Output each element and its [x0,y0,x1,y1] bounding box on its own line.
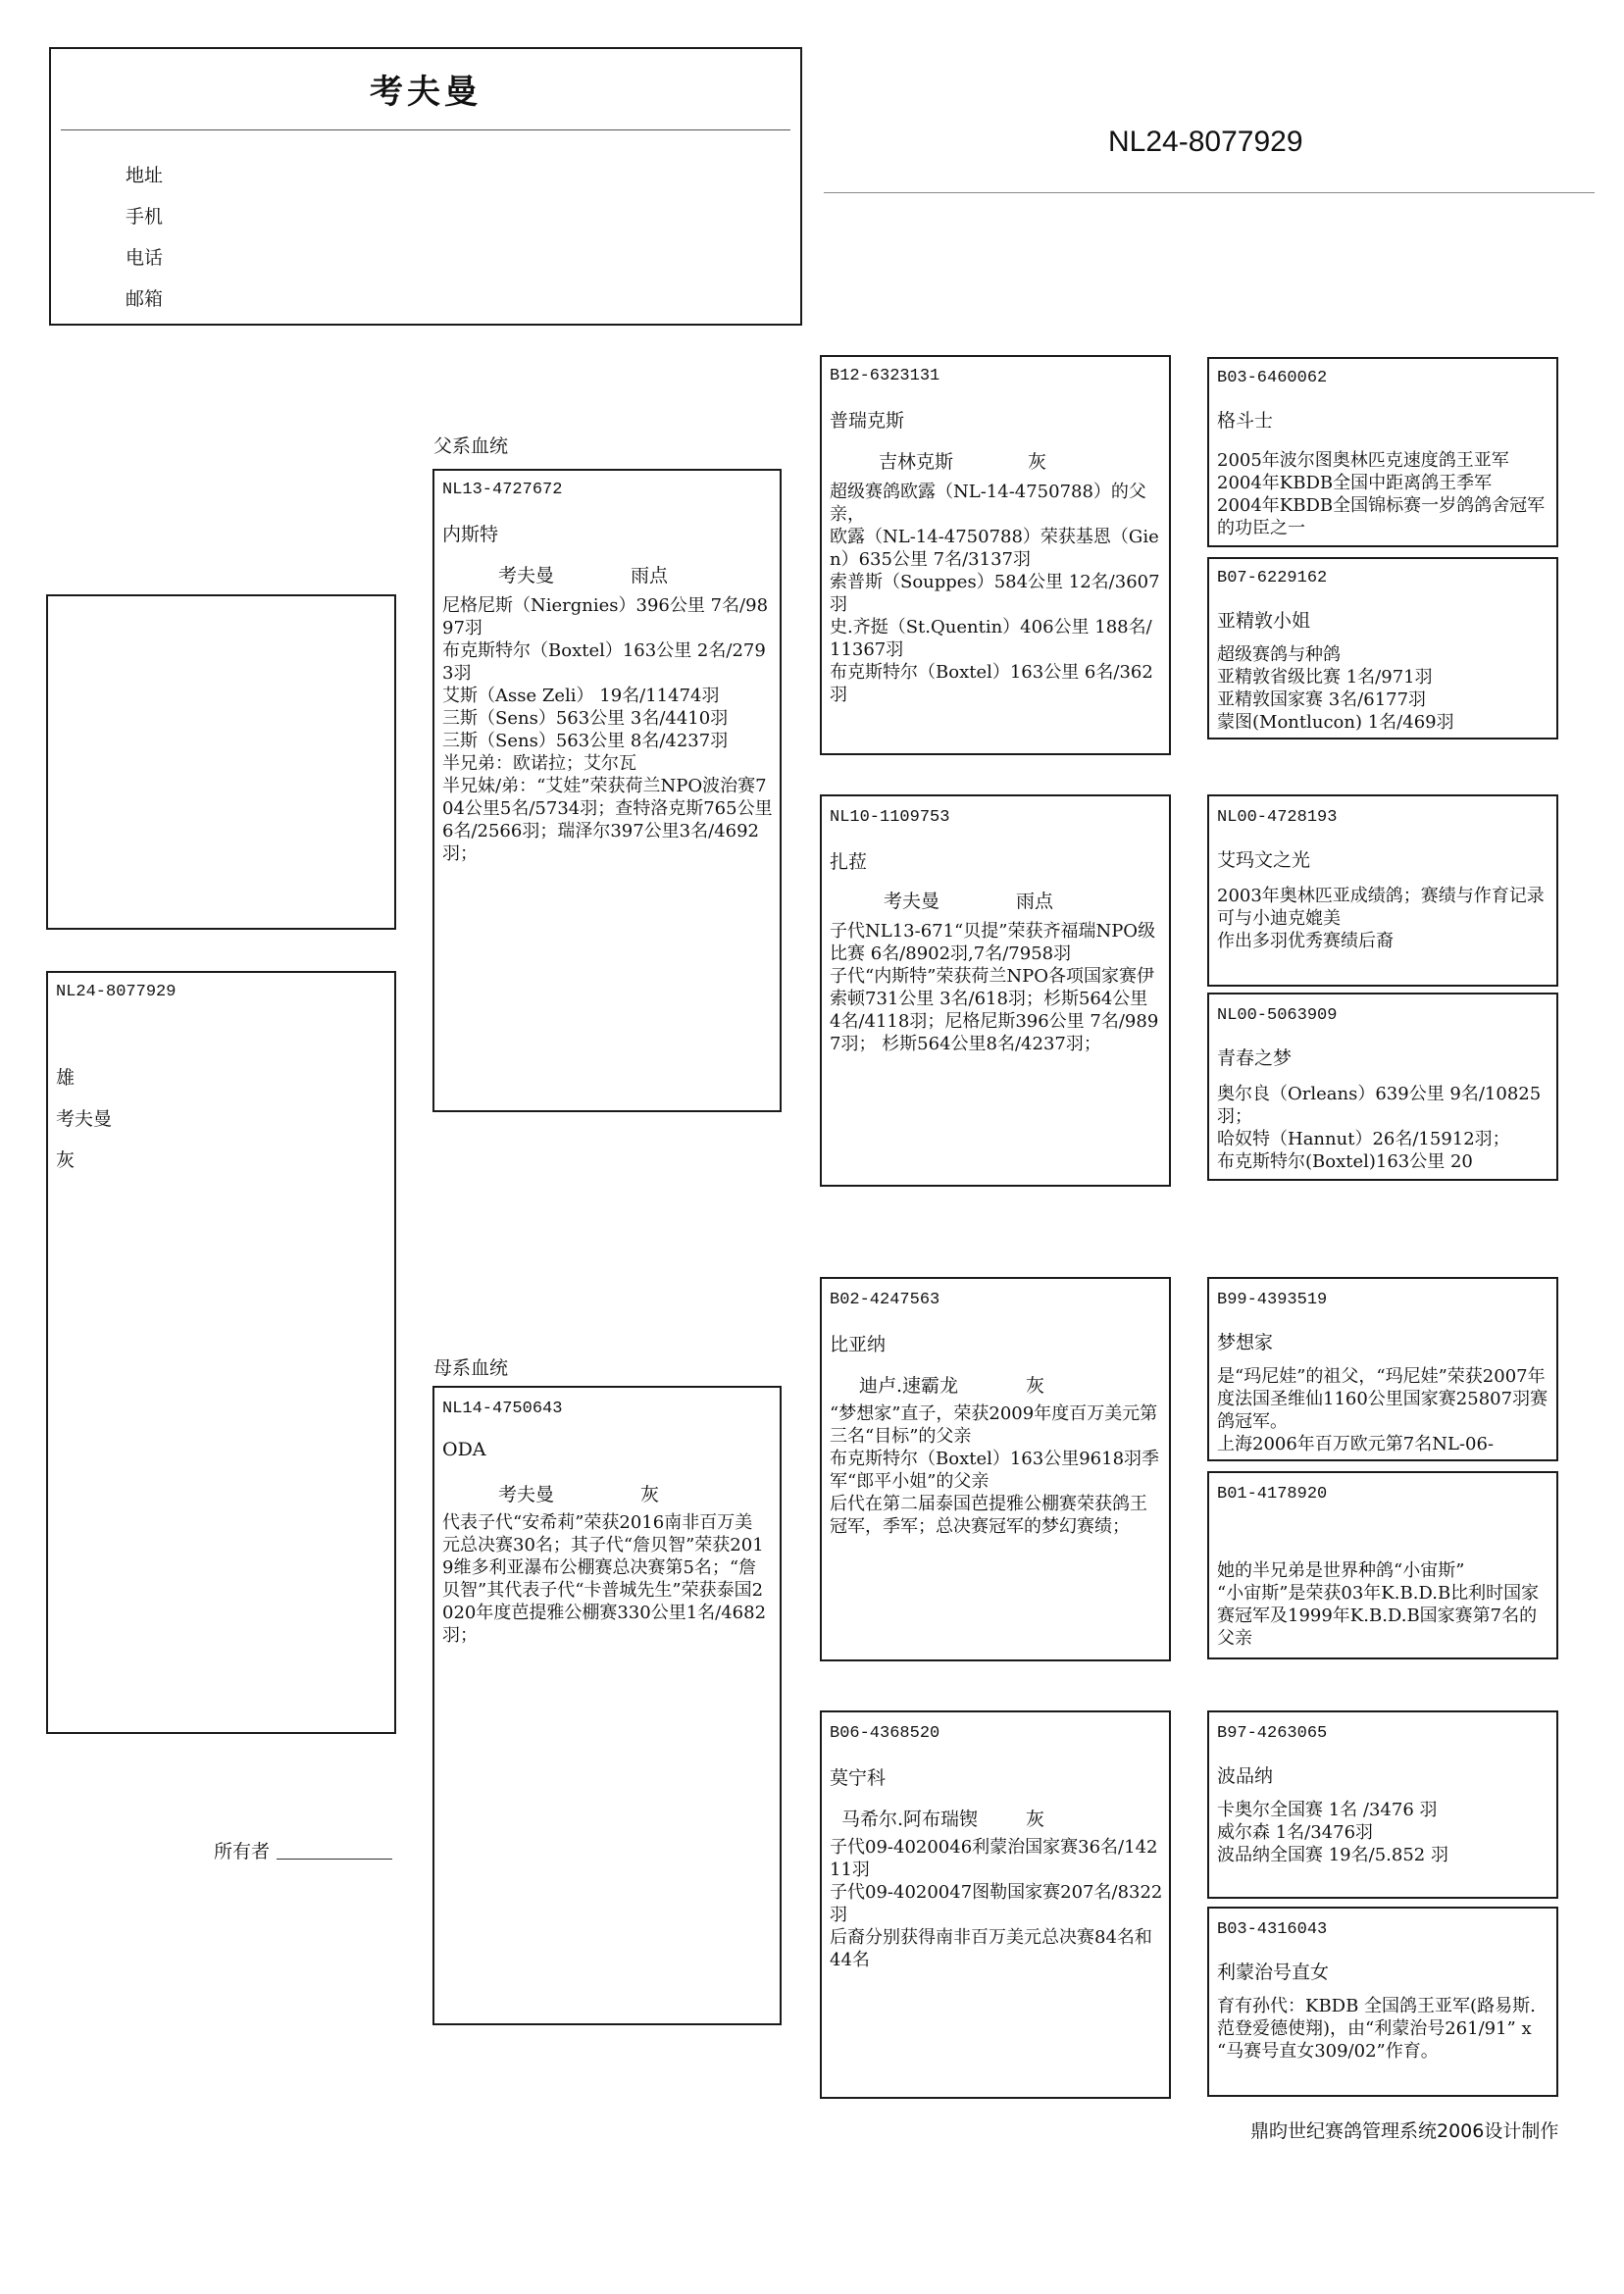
dss-line: 上海2006年百万欧元第7名NL-06- [1217,1434,1495,1454]
sd-box [820,794,1171,1187]
owner-divider [61,129,790,130]
sire-line: 半兄弟：欧诺拉；艾尔瓦 [442,753,636,774]
photo-box [46,594,396,930]
dss-description [1217,1365,1550,1455]
owner-name: 考夫曼 [370,73,482,112]
sire-line: 布克斯特尔（Boxtel）163公里 2名/2793羽 [442,640,766,684]
dss-line: 是“玛尼娃”的祖父，“玛尼娃”荣获2007年度法国圣维仙1160公里国家赛25807羽赛鸽冠军。 [1217,1366,1548,1432]
sd-line: 子代“内斯特”荣获荷兰NPO各项国家赛伊索顿731公里 3名/618羽；杉斯564公里 4名/4118羽；尼格尼斯396公里 7名/9897羽； 杉斯564公里8名/4237羽； [830,966,1159,1054]
dd-line: 后裔分别获得南非百万美元总决赛84名和44名 [830,1927,1152,1970]
ssd-line: 亚精敦省级比赛 1名/971羽 [1217,667,1433,688]
sdd-box [1207,993,1558,1181]
subject-box [46,971,396,1734]
ddd-name: 利蒙治号直女 [1217,1962,1330,1983]
ssd-ring: B07-6229162 [1217,569,1328,587]
subject-color: 灰 [56,1149,76,1171]
sire-breeder: 考夫曼 [498,565,555,586]
sds-name: 艾玛文之光 [1217,849,1311,871]
sds-box [1207,794,1558,987]
dam-description [442,1511,770,1647]
sss-line: 2004年KBDB全国中距离鸽王季军 [1217,473,1493,493]
sire-line: 半兄妹/弟：“艾娃”荣获荷兰NPO波治赛704公里5名/5734羽；查特洛克斯765公里6名/2566羽；瑞泽尔397公里3名/4692羽； [442,776,773,864]
ssd-line: 蒙图(Montlucon) 1名/469羽 [1217,712,1454,733]
dds-box [1207,1710,1558,1899]
ds-color: 灰 [1026,1375,1045,1397]
sss-line: 2004年KBDB全国锦标赛一岁鸽鸽舍冠军的功臣之一 [1217,495,1546,538]
ddd-line: 育有孙代：KBDB 全国鸽王亚军(路易斯.范登爱德使翔)，由“利蒙治号261/91” x “马赛号直女309/02”作育。 [1217,1996,1536,2062]
sire-ring: NL13-4727672 [442,481,563,499]
sd-breeder: 考夫曼 [884,891,940,912]
dd-line: 子代09-4020046利蒙治国家赛36名/14211羽 [830,1837,1158,1880]
sdd-description [1217,1083,1550,1173]
ds-line: 布克斯特尔（Boxtel）163公里9618羽季军“郎平小姐”的父亲 [830,1449,1160,1492]
ds-line: 后代在第二届泰国芭提雅公棚赛荣获鸽王冠军，季军；总决赛冠军的梦幻赛绩； [830,1494,1147,1537]
dds-line: 卡奥尔全国赛 1名 /3476 羽 [1217,1800,1438,1820]
owner-sign-line [277,1859,392,1860]
email-label: 邮箱 [126,288,164,310]
sire-line: 三斯（Sens）563公里 3名/4410羽 [442,708,729,729]
sire-line: 艾斯（Asse Zeli） 19名/11474羽 [442,686,720,706]
dsd-box [1207,1471,1558,1659]
sire-line: 尼格尼斯（Niergnies）396公里 7名/9897羽 [442,595,769,638]
address-label: 地址 [126,165,164,186]
dss-ring: B99-4393519 [1217,1291,1328,1309]
dds-ring: B97-4263065 [1217,1724,1328,1743]
ss-line: 欧露（NL-14-4750788）荣获基恩（Gien）635公里 7名/3137羽 [830,527,1159,570]
dam-line-label: 母系血统 [433,1357,509,1379]
sd-ring: NL10-1109753 [830,808,950,827]
sdd-name: 青春之梦 [1217,1047,1293,1069]
sss-name: 格斗士 [1217,410,1274,432]
sds-line: 2003年奥林匹亚成绩鸽；赛绩与作育记录可与小迪克媲美 [1217,886,1545,929]
ddd-description [1217,1995,1550,2063]
sds-line: 作出多羽优秀赛绩后裔 [1217,931,1394,951]
ss-name: 普瑞克斯 [830,410,905,432]
sss-ring: B03-6460062 [1217,369,1328,387]
phone-label: 电话 [126,247,164,269]
ddd-box [1207,1907,1558,2097]
dd-breeder: 马希尔.阿布瑞锲 [841,1809,979,1830]
owner-info-box [49,47,802,326]
dd-box [820,1710,1171,2099]
dds-line: 波品纳全国赛 19名/5.852 羽 [1217,1845,1448,1865]
sire-color: 雨点 [631,565,669,586]
ssd-name: 亚精敦小姐 [1217,610,1311,632]
ss-ring: B12-6323131 [830,367,940,385]
sire-line-label: 父系血统 [433,435,509,457]
dam-name: ODA [442,1439,486,1460]
dam-breeder: 考夫曼 [498,1484,555,1505]
subject-breeder: 考夫曼 [56,1108,113,1130]
dd-name: 莫宁科 [830,1767,887,1789]
sss-box [1207,357,1558,547]
main-ring-underline [824,192,1595,193]
sire-name: 内斯特 [442,524,499,545]
sss-line: 2005年波尔图奥林匹克速度鸽王亚军 [1217,450,1509,471]
dss-box [1207,1277,1558,1461]
dsd-line: 她的半兄弟是世界种鸽“小宙斯” [1217,1560,1465,1581]
dam-ring: NL14-4750643 [442,1400,563,1418]
ssd-box [1207,557,1558,739]
dam-box [432,1386,782,2025]
sd-description [830,920,1163,1055]
dds-name: 波品纳 [1217,1765,1274,1787]
ss-description [830,481,1163,706]
sd-name: 扎菈 [830,851,868,873]
sss-description [1217,449,1550,539]
footer-credit: 鼎昀世纪赛鸽管理系统2006设计制作 [1250,2120,1559,2142]
ssd-line: 亚精敦国家赛 3名/6177羽 [1217,689,1427,710]
ssd-line: 超级赛鸽与种鸽 [1217,644,1341,665]
sd-line: 子代NL13-671“贝提”荣获齐福瑞NPO级比赛 6名/8902羽,7名/7958羽 [830,921,1156,964]
dds-line: 威尔森 1名/3476羽 [1217,1822,1374,1843]
dds-description [1217,1799,1550,1866]
dsd-description [1217,1559,1550,1650]
subject-ring: NL24-8077929 [56,983,177,1001]
owner-sign-label: 所有者 [214,1841,271,1862]
ss-color: 灰 [1028,451,1047,473]
dsd-ring: B01-4178920 [1217,1485,1328,1504]
dd-description [830,1836,1163,1971]
sdd-line: 布克斯特尔(Boxtel)163公里 20 [1217,1151,1473,1172]
sire-box [432,469,782,1112]
ss-breeder: 吉林克斯 [879,451,954,473]
ss-line: 布克斯特尔（Boxtel）163公里 6名/362羽 [830,662,1153,705]
sds-ring: NL00-4728193 [1217,808,1338,827]
ss-line: 索普斯（Souppes）584公里 12名/3607羽 [830,572,1160,615]
sdd-ring: NL00-5063909 [1217,1006,1338,1025]
ss-line: 超级赛鸽欧露（NL-14-4750788）的父亲， [830,482,1146,525]
ds-ring: B02-4247563 [830,1291,940,1309]
dsd-line: “小宙斯”是荣获03年K.B.D.B比利时国家赛冠军及1999年K.B.D.B国家赛第7名的父亲 [1217,1583,1540,1649]
dd-ring: B06-4368520 [830,1724,940,1743]
subject-sex: 雄 [56,1067,76,1089]
ds-box [820,1277,1171,1661]
ddd-ring: B03-4316043 [1217,1920,1328,1939]
dss-name: 梦想家 [1217,1332,1274,1353]
dd-color: 灰 [1026,1809,1045,1830]
ss-box [820,355,1171,755]
sds-description [1217,885,1550,952]
ds-breeder: 迪卢.速霸龙 [859,1375,959,1397]
dam-color: 灰 [640,1484,660,1505]
mobile-label: 手机 [126,206,164,228]
main-ring-number: NL24-8077929 [1108,126,1303,158]
dam-line: 代表子代“安希莉”荣获2016南非百万美元总决赛30名；其子代“詹贝智”荣获2019维多利亚瀑布公棚赛总决赛第5名；“詹贝智”其代表子代“卡普城先生”荣获泰国2020年度芭提雅公棚赛330公里1名/4682羽； [442,1512,767,1646]
ds-name: 比亚纳 [830,1334,887,1355]
sd-color: 雨点 [1016,891,1054,912]
ss-line: 史.齐挺（St.Quentin）406公里 188名/11367羽 [830,617,1152,660]
sire-description [442,594,774,865]
ds-description [830,1402,1163,1538]
dd-line: 子代09-4020047图勒国家赛207名/8322羽 [830,1882,1163,1925]
sdd-line: 哈奴特（Hannut）26名/15912羽； [1217,1129,1510,1149]
ds-line: “梦想家”直子，荣获2009年度百万美元第三名“目标”的父亲 [830,1403,1158,1447]
ssd-description [1217,643,1550,734]
sire-line: 三斯（Sens）563公里 8名/4237羽 [442,731,729,751]
sdd-line: 奥尔良（Orleans）639公里 9名/10825羽； [1217,1084,1542,1127]
